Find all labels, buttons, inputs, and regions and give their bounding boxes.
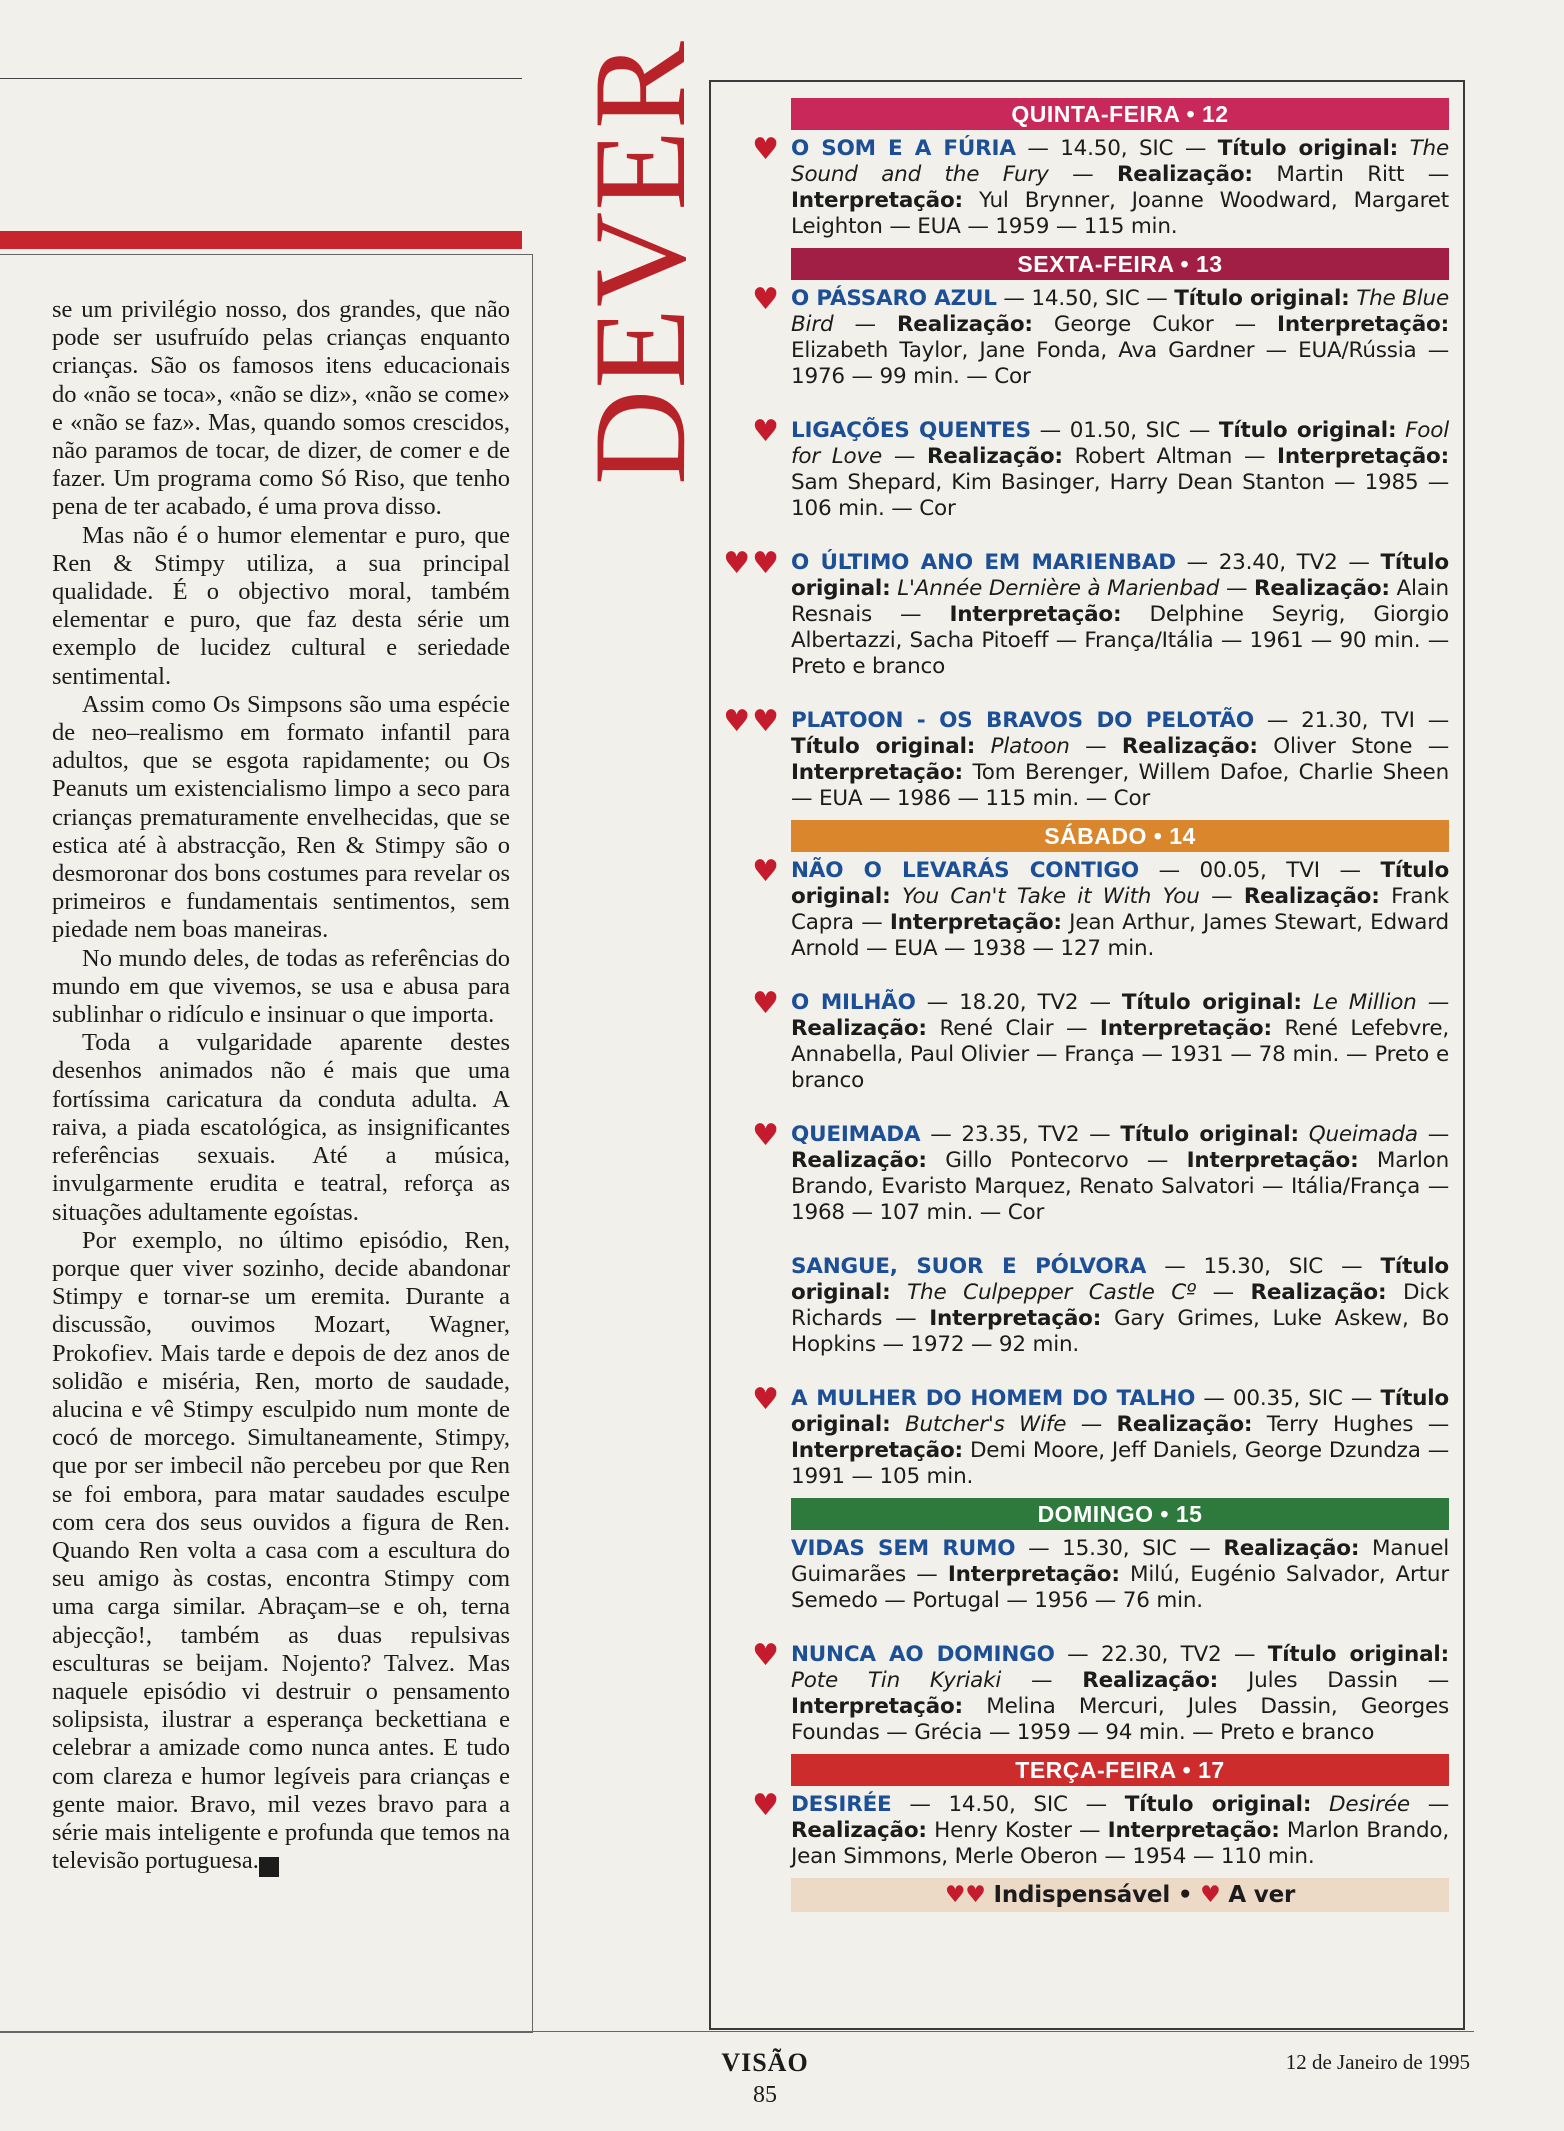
film-entry: VIDAS SEM RUMO — 15.30, SIC — Realização: Manuel Guimarães — Interpretação: Milú, Eugénio Salvador, Artur Semedo — Portugal — 1956 — 76 min.: [791, 1536, 1449, 1613]
heart-rating-icon: ♥: [752, 1382, 781, 1417]
original-title-label: Título original:: [791, 734, 976, 759]
film-entry: ♥ QUEIMADA — 23.35, TV2 — Título original: Queimada — Realização: Gillo Pontecorvo — Interpretação: Marlon Brando, Evaristo Marquez, Renato Salvatori — Itália/França — 1968 — 107 min. — Cor: [752, 1118, 1449, 1225]
heart-rating-icon: ♥: [752, 986, 781, 1021]
film-title[interactable]: NUNCA AO DOMINGO: [791, 1642, 1055, 1667]
heart-rating-icon: ♥♥: [723, 704, 781, 739]
heart-rating-icon: ♥: [752, 1118, 781, 1153]
film-title[interactable]: NÃO O LEVARÁS CONTIGO: [791, 858, 1139, 883]
original-title-label: Título original:: [1121, 990, 1302, 1015]
cast: Yul Brynner, Joanne Woodward, Margaret Leighton: [791, 188, 1450, 239]
original-title: Le Million: [1312, 990, 1417, 1015]
film-title[interactable]: SANGUE, SUOR E PÓLVORA: [791, 1254, 1147, 1279]
cast-label: Interpretação:: [947, 1562, 1120, 1587]
film-details: França/Itália — 1961 — 90 min. — Preto e branco: [791, 628, 1449, 679]
film-time-channel: — 23.35, TV2 —: [920, 1122, 1121, 1147]
original-title: Butcher's Wife: [904, 1412, 1067, 1437]
director: Henry Koster: [934, 1818, 1072, 1843]
original-title: L'Année Dernière à Marienbad: [897, 576, 1220, 601]
magazine-name: VISÃO: [721, 2048, 809, 2077]
original-title: The Blue Bird: [791, 286, 1449, 337]
film-time-channel: — 00.05, TVI —: [1138, 858, 1381, 883]
heart-rating-icon: ♥: [752, 1638, 781, 1673]
director: Terry Hughes: [1266, 1412, 1414, 1437]
legend-separator: •: [1177, 1882, 1193, 1908]
day-header: SEXTA-FEIRA • 13: [791, 248, 1449, 280]
cast-label: Interpretação:: [949, 602, 1122, 627]
cast-label: Interpretação:: [791, 1694, 963, 1719]
film-time-channel: — 15.30, SIC —: [1015, 1536, 1224, 1561]
film-entry: ♥ DESIRÉE — 14.50, SIC — Título original: Desirée — Realização: Henry Koster — Interpretação: Marlon Brando, Jean Simmons, Merle Oberon — 1954 — 110 min.: [752, 1788, 1450, 1869]
article-paragraph-text: Por exemplo, no último episódio, Ren, porque quer viver sozinho, decide abandonar Stimpy e tornar-se um eremita. Durante a discussão, ouvimos Mozart, Wagner, Prokofiev. Mais tarde e depois de dez anos de solidão e miséria, Ren, morto de saudade, alucina e vê Stimpy esculpido num monte de cocó de morcego. Simultaneamente, Stimpy, que por ser imbecil não percebeu por que Ren se foi embora, para matar saudades esculpe com cera dos seus ouvidos a figura de Ren. Quando Ren volta a casa com a escultura do seu amigo às costas, encontra Stimpy com uma carga similar. Abraçam–se e oh, terna abjecção!, também as duas repulsivas esculturas se beijam. Nojento? Talvez. Mas naquele episódio vi destruir o pensamento solipsista, ilustrar a esperança beckettiana e celebrar a amizade como nunca antes. E tudo com clareza e humor legíveis para crianças e gente maior. Bravo, mil vezes bravo para a série mais inteligente e profunda que temos na televisão portuguesa.: [52, 1226, 510, 1875]
article-paragraph: Mas não é o humor elementar e puro, que Ren & Stimpy utiliza, a sua principal qualidade. É o objectivo moral, também elementar e puro, que faz desta série um exemplo de lucidez cultural e seriedade sentimental.: [52, 521, 510, 690]
cast: Elizabeth Taylor, Jane Fonda, Ava Gardner: [791, 338, 1255, 363]
film-title[interactable]: DESIRÉE: [791, 1792, 892, 1817]
film-entry: ♥ O PÁSSARO AZUL — 14.50, SIC — Título original: The Blue Bird — Realização: George Cukor — Interpretação: Elizabeth Taylor, Jane Fonda, Ava Gardner — EUA/Rússia — 1976 — 99 min. — Cor: [752, 282, 1449, 389]
original-title: Pote Tin Kyriaki: [791, 1668, 1002, 1693]
day-header: QUINTA-FEIRA • 12: [791, 98, 1449, 130]
film-entry: ♥ A MULHER DO HOMEM DO TALHO — 00.35, SIC — Título original: Butcher's Wife — Realização: Terry Hughes — Interpretação: Demi Moore, Jeff Daniels, George Dzundza — 1991 — 105 min.: [752, 1382, 1450, 1489]
original-title-label: Título original:: [791, 550, 1449, 601]
original-title-label: Título original:: [791, 858, 1450, 909]
film-details: 1991 — 105 min.: [791, 1464, 974, 1489]
film-entry: ♥♥ PLATOON - OS BRAVOS DO PELOTÃO — 21.30, TVI — Título original: Platoon — Realização: Oliver Stone — Interpretação: Tom Berenger, Willem Dafoe, Charlie Sheen — EUA — 1986 — 115 min. — Cor: [723, 704, 1450, 811]
director: Alain Resnais: [791, 576, 1449, 627]
tv-listings-box: [709, 80, 1465, 2030]
director-label: Realização:: [791, 1148, 927, 1173]
original-title-label: Título original:: [791, 1254, 1449, 1305]
article-body: [52, 296, 510, 1877]
footer-rule: [0, 2031, 1474, 2032]
director: Dick Richards: [791, 1280, 1450, 1331]
cast: Milú, Eugénio Salvador, Artur Semedo: [791, 1562, 1449, 1613]
film-details: 1985 — 106 min. — Cor: [791, 470, 1449, 521]
film-time-channel: — 21.30, TVI —: [1253, 708, 1449, 733]
original-title: Desirée: [1329, 1792, 1410, 1817]
original-title-label: Título original:: [1267, 1642, 1449, 1667]
original-title: The Sound and the Fury: [791, 136, 1450, 187]
film-title[interactable]: LIGAÇÕES QUENTES: [791, 418, 1031, 443]
cast-label: Interpretação:: [1107, 1818, 1280, 1843]
cast: Jean Arthur, James Stewart, Edward Arnold: [791, 910, 1449, 961]
cast-label: Interpretação:: [791, 1438, 963, 1463]
film-entry: ♥ LIGAÇÕES QUENTES — 01.50, SIC — Título original: Fool for Love — Realização: Robert Altman — Interpretação: Sam Shepard, Kim Basinger, Harry Dean Stanton — 1985 — 106 min. — Cor: [752, 414, 1449, 521]
heart-rating-icon: ♥: [752, 132, 781, 167]
heart-rating-icon: ♥: [752, 414, 781, 449]
double-heart-icon: ♥♥: [944, 1882, 986, 1908]
film-title[interactable]: O SOM E A FÚRIA: [791, 136, 1016, 161]
cast: Delphine Seyrig, Giorgio Albertazzi, Sacha Pitoeff: [791, 602, 1449, 653]
film-entry: ♥ NÃO O LEVARÁS CONTIGO — 00.05, TVI — Título original: You Can't Take it With You — Realização: Frank Capra — Interpretação: Jean Arthur, James Stewart, Edward Arnold — EUA — 1938 — 127 min.: [752, 854, 1450, 961]
original-title-label: Título original:: [791, 1386, 1449, 1437]
director: René Clair: [939, 1016, 1054, 1041]
film-title[interactable]: QUEIMADA: [791, 1122, 921, 1147]
original-title: Fool for Love: [791, 418, 1449, 469]
director: Manuel Guimarães: [791, 1536, 1449, 1587]
film-title[interactable]: PLATOON - OS BRAVOS DO PELOTÃO: [791, 708, 1254, 733]
cast: René Lefebvre, Annabella, Paul Olivier: [791, 1016, 1450, 1067]
original-title: Queimada: [1308, 1122, 1418, 1147]
listings-entries: [723, 98, 1450, 1912]
director: Robert Altman: [1074, 444, 1233, 469]
film-entry: ♥ O MILHÃO — 18.20, TV2 — Título original: Le Million — Realização: René Clair — Interpretação: René Lefebvre, Annabella, Paul Olivier — França — 1931 — 78 min. — Preto e branco: [752, 986, 1450, 1093]
original-title: Platoon: [990, 734, 1070, 759]
end-of-article-mark: V: [259, 1857, 279, 1877]
cast: Demi Moore, Jeff Daniels, George Dzundza: [969, 1438, 1421, 1463]
heart-icon: ♥: [1200, 1882, 1221, 1908]
director-label: Realização:: [926, 444, 1063, 469]
article-paragraph: Toda a vulgaridade aparente destes desenhos animados não é mais que uma fortíssima caricatura da conduta adulta. A raiva, a piada escatológica, as insignificantes referências sexuais. Até a música, invulgarmente erudita e teatral, reforça as situações adultamente egoístas.: [52, 1029, 510, 1226]
film-entry: ♥♥ O ÚLTIMO ANO EM MARIENBAD — 23.40, TV2 — Título original: L'Année Dernière à Marienbad — Realização: Alain Resnais — Interpretação: Delphine Seyrig, Giorgio Albertazzi, Sacha Pitoeff — França/Itália — 1961 — 90 min. — Preto e branco: [723, 546, 1449, 679]
original-title: The Culpepper Castle Cº: [907, 1280, 1196, 1305]
director-label: Realização:: [896, 312, 1033, 337]
film-title[interactable]: VIDAS SEM RUMO: [791, 1536, 1016, 1561]
film-details: 1972 — 92 min.: [910, 1332, 1080, 1357]
day-header: DOMINGO • 15: [791, 1498, 1449, 1530]
legend-a-ver: A ver: [1228, 1882, 1296, 1908]
film-details: França — 1931 — 78 min. — Preto e branco: [791, 1042, 1449, 1093]
director-label: Realização:: [1116, 1412, 1253, 1437]
cast-label: Interpretação:: [1186, 1148, 1359, 1173]
cast-label: Interpretação:: [1277, 444, 1449, 469]
film-time-channel: — 22.30, TV2 —: [1054, 1642, 1268, 1667]
director: Frank Capra: [791, 884, 1450, 935]
director-label: Realização:: [791, 1818, 927, 1843]
film-time-channel: — 14.50, SIC —: [1015, 136, 1218, 161]
red-accent-bar: [0, 231, 522, 249]
top-rule: [0, 78, 522, 79]
original-title: You Can't Take it With You: [901, 884, 1200, 909]
rating-legend: [791, 1878, 1449, 1912]
cast-label: Interpretação:: [791, 760, 963, 785]
director: Martin Ritt: [1276, 162, 1405, 187]
film-details: EUA — 1959 — 115 min.: [917, 214, 1178, 239]
director: Oliver Stone: [1273, 734, 1413, 759]
film-time-channel: — 14.50, SIC —: [891, 1792, 1125, 1817]
article-paragraph-last: [52, 1227, 510, 1877]
day-header: TERÇA-FEIRA • 17: [791, 1754, 1449, 1786]
film-time-channel: — 15.30, SIC —: [1146, 1254, 1381, 1279]
film-details: EUA/Rússia — 1976 — 99 min. — Cor: [791, 338, 1449, 389]
day-header: SÁBADO • 14: [791, 820, 1449, 852]
original-title-label: Título original:: [1174, 286, 1350, 311]
director-label: Realização:: [1121, 734, 1258, 759]
heart-rating-icon: ♥: [752, 854, 781, 889]
cast-label: Interpretação:: [791, 188, 963, 213]
heart-rating-icon: ♥♥: [723, 546, 781, 581]
film-title[interactable]: O MILHÃO: [791, 990, 916, 1015]
issue-date: 12 de Janeiro de 1995: [1285, 2050, 1470, 2074]
cast: Tom Berenger, Willem Dafoe, Charlie Sheen: [972, 760, 1449, 785]
film-time-channel: — 00.35, SIC —: [1195, 1386, 1381, 1411]
director-label: Realização:: [791, 1016, 927, 1041]
cast-label: Interpretação:: [929, 1306, 1102, 1331]
director-label: Realização:: [1223, 1536, 1360, 1561]
cast: Melina Mercuri, Jules Dassin, Georges Foundas: [791, 1694, 1450, 1745]
director-label: Realização:: [1243, 884, 1380, 909]
cast: Marlon Brando, Jean Simmons, Merle Oberon: [791, 1818, 1449, 1869]
original-title-label: Título original:: [1218, 418, 1397, 443]
film-details: 1954 — 110 min.: [1132, 1844, 1315, 1869]
director: George Cukor: [1053, 312, 1214, 337]
director-label: Realização:: [1082, 1668, 1219, 1693]
director: Jules Dassin: [1248, 1668, 1398, 1693]
director-label: Realização:: [1253, 576, 1390, 601]
section-label: DEVER: [566, 40, 713, 485]
film-title[interactable]: A MULHER DO HOMEM DO TALHO: [791, 1386, 1196, 1411]
original-title-label: Título original:: [1120, 1122, 1299, 1147]
film-time-channel: — 23.40, TV2 —: [1175, 550, 1381, 575]
cast-label: Interpretação:: [1277, 312, 1449, 337]
film-time-channel: — 18.20, TV2 —: [915, 990, 1122, 1015]
legend-indispensavel: Indispensável: [993, 1882, 1171, 1908]
film-details: EUA — 1938 — 127 min.: [893, 936, 1155, 961]
article-paragraph: No mundo deles, de todas as referências do mundo em que vivemos, se usa e abusa para sublinhar o ridículo e insinuar o que importa.: [52, 944, 510, 1029]
director-label: Realização:: [1116, 162, 1253, 187]
film-entry: SANGUE, SUOR E PÓLVORA — 15.30, SIC — Título original: The Culpepper Castle Cº — Realização: Dick Richards — Interpretação: Gary Grimes, Luke Askew, Bo Hopkins — 1972 — 92 min.: [791, 1254, 1450, 1357]
cast: Marlon Brando, Evaristo Marquez, Renato Salvatori: [791, 1148, 1449, 1199]
film-details: Grécia — 1959 — 94 min. — Preto e branco: [914, 1720, 1375, 1745]
film-details: EUA — 1986 — 115 min. — Cor: [818, 786, 1151, 811]
cast-label: Interpretação:: [1099, 1016, 1272, 1041]
film-title[interactable]: O ÚLTIMO ANO EM MARIENBAD: [791, 550, 1176, 575]
cast: Gary Grimes, Luke Askew, Bo Hopkins: [791, 1306, 1449, 1357]
film-entry: ♥ O SOM E A FÚRIA — 14.50, SIC — Título original: The Sound and the Fury — Realização: Martin Ritt — Interpretação: Yul Brynner, Joanne Woodward, Margaret Leighton — EUA — 1959 — 115 min.: [752, 132, 1450, 239]
heart-rating-icon: ♥: [752, 282, 781, 317]
film-details: Itália/França — 1968 — 107 min. — Cor: [791, 1174, 1449, 1225]
page-number: 85: [753, 2082, 777, 2108]
film-time-channel: — 01.50, SIC —: [1030, 418, 1219, 443]
original-title-label: Título original:: [1124, 1792, 1312, 1817]
film-entry: ♥ NUNCA AO DOMINGO — 22.30, TV2 — Título original: Pote Tin Kyriaki — Realização: Jules Dassin — Interpretação: Melina Mercuri, Jules Dassin, Georges Foundas — Grécia — 1959 — 94 min. — Preto e branco: [752, 1638, 1450, 1745]
heart-rating-icon: ♥: [752, 1788, 781, 1823]
film-details: Portugal — 1956 — 76 min.: [912, 1588, 1203, 1613]
cast: Sam Shepard, Kim Basinger, Harry Dean Stanton: [791, 470, 1325, 495]
original-title-label: Título original:: [1217, 136, 1399, 161]
article-paragraph: se um privilégio nosso, dos grandes, que não pode ser usufruído pelas crianças enquanto crianças. São os famosos itens educacionais do «não se toca», «não se diz», «não se come» e «não se faz». Mas, quando somos crescidos, não paramos de tocar, de dizer, de comer e de fazer. Um programa como Só Riso, que tenho pena de ter acabado, é uma prova disso.: [52, 296, 510, 521]
cast-label: Interpretação:: [889, 910, 1062, 935]
film-title[interactable]: O PÁSSARO AZUL: [791, 286, 997, 311]
director-label: Realização:: [1250, 1280, 1387, 1305]
film-time-channel: — 14.50, SIC —: [996, 286, 1175, 311]
director: Gillo Pontecorvo: [945, 1148, 1129, 1173]
article-paragraph: Assim como Os Simpsons são uma espécie de neo–realismo em formato infantil para adultos, que se esgota rapidamente; ou Os Peanuts um existencialismo limpo a seco para crianças prematuramente envelhecidas, que se estica até à abstracção, Ren & Stimpy são o desmoronar dos bons costumes para revelar os primeiros e fundamentais sentimentos, sem piedade nem boas maneiras.: [52, 690, 510, 944]
